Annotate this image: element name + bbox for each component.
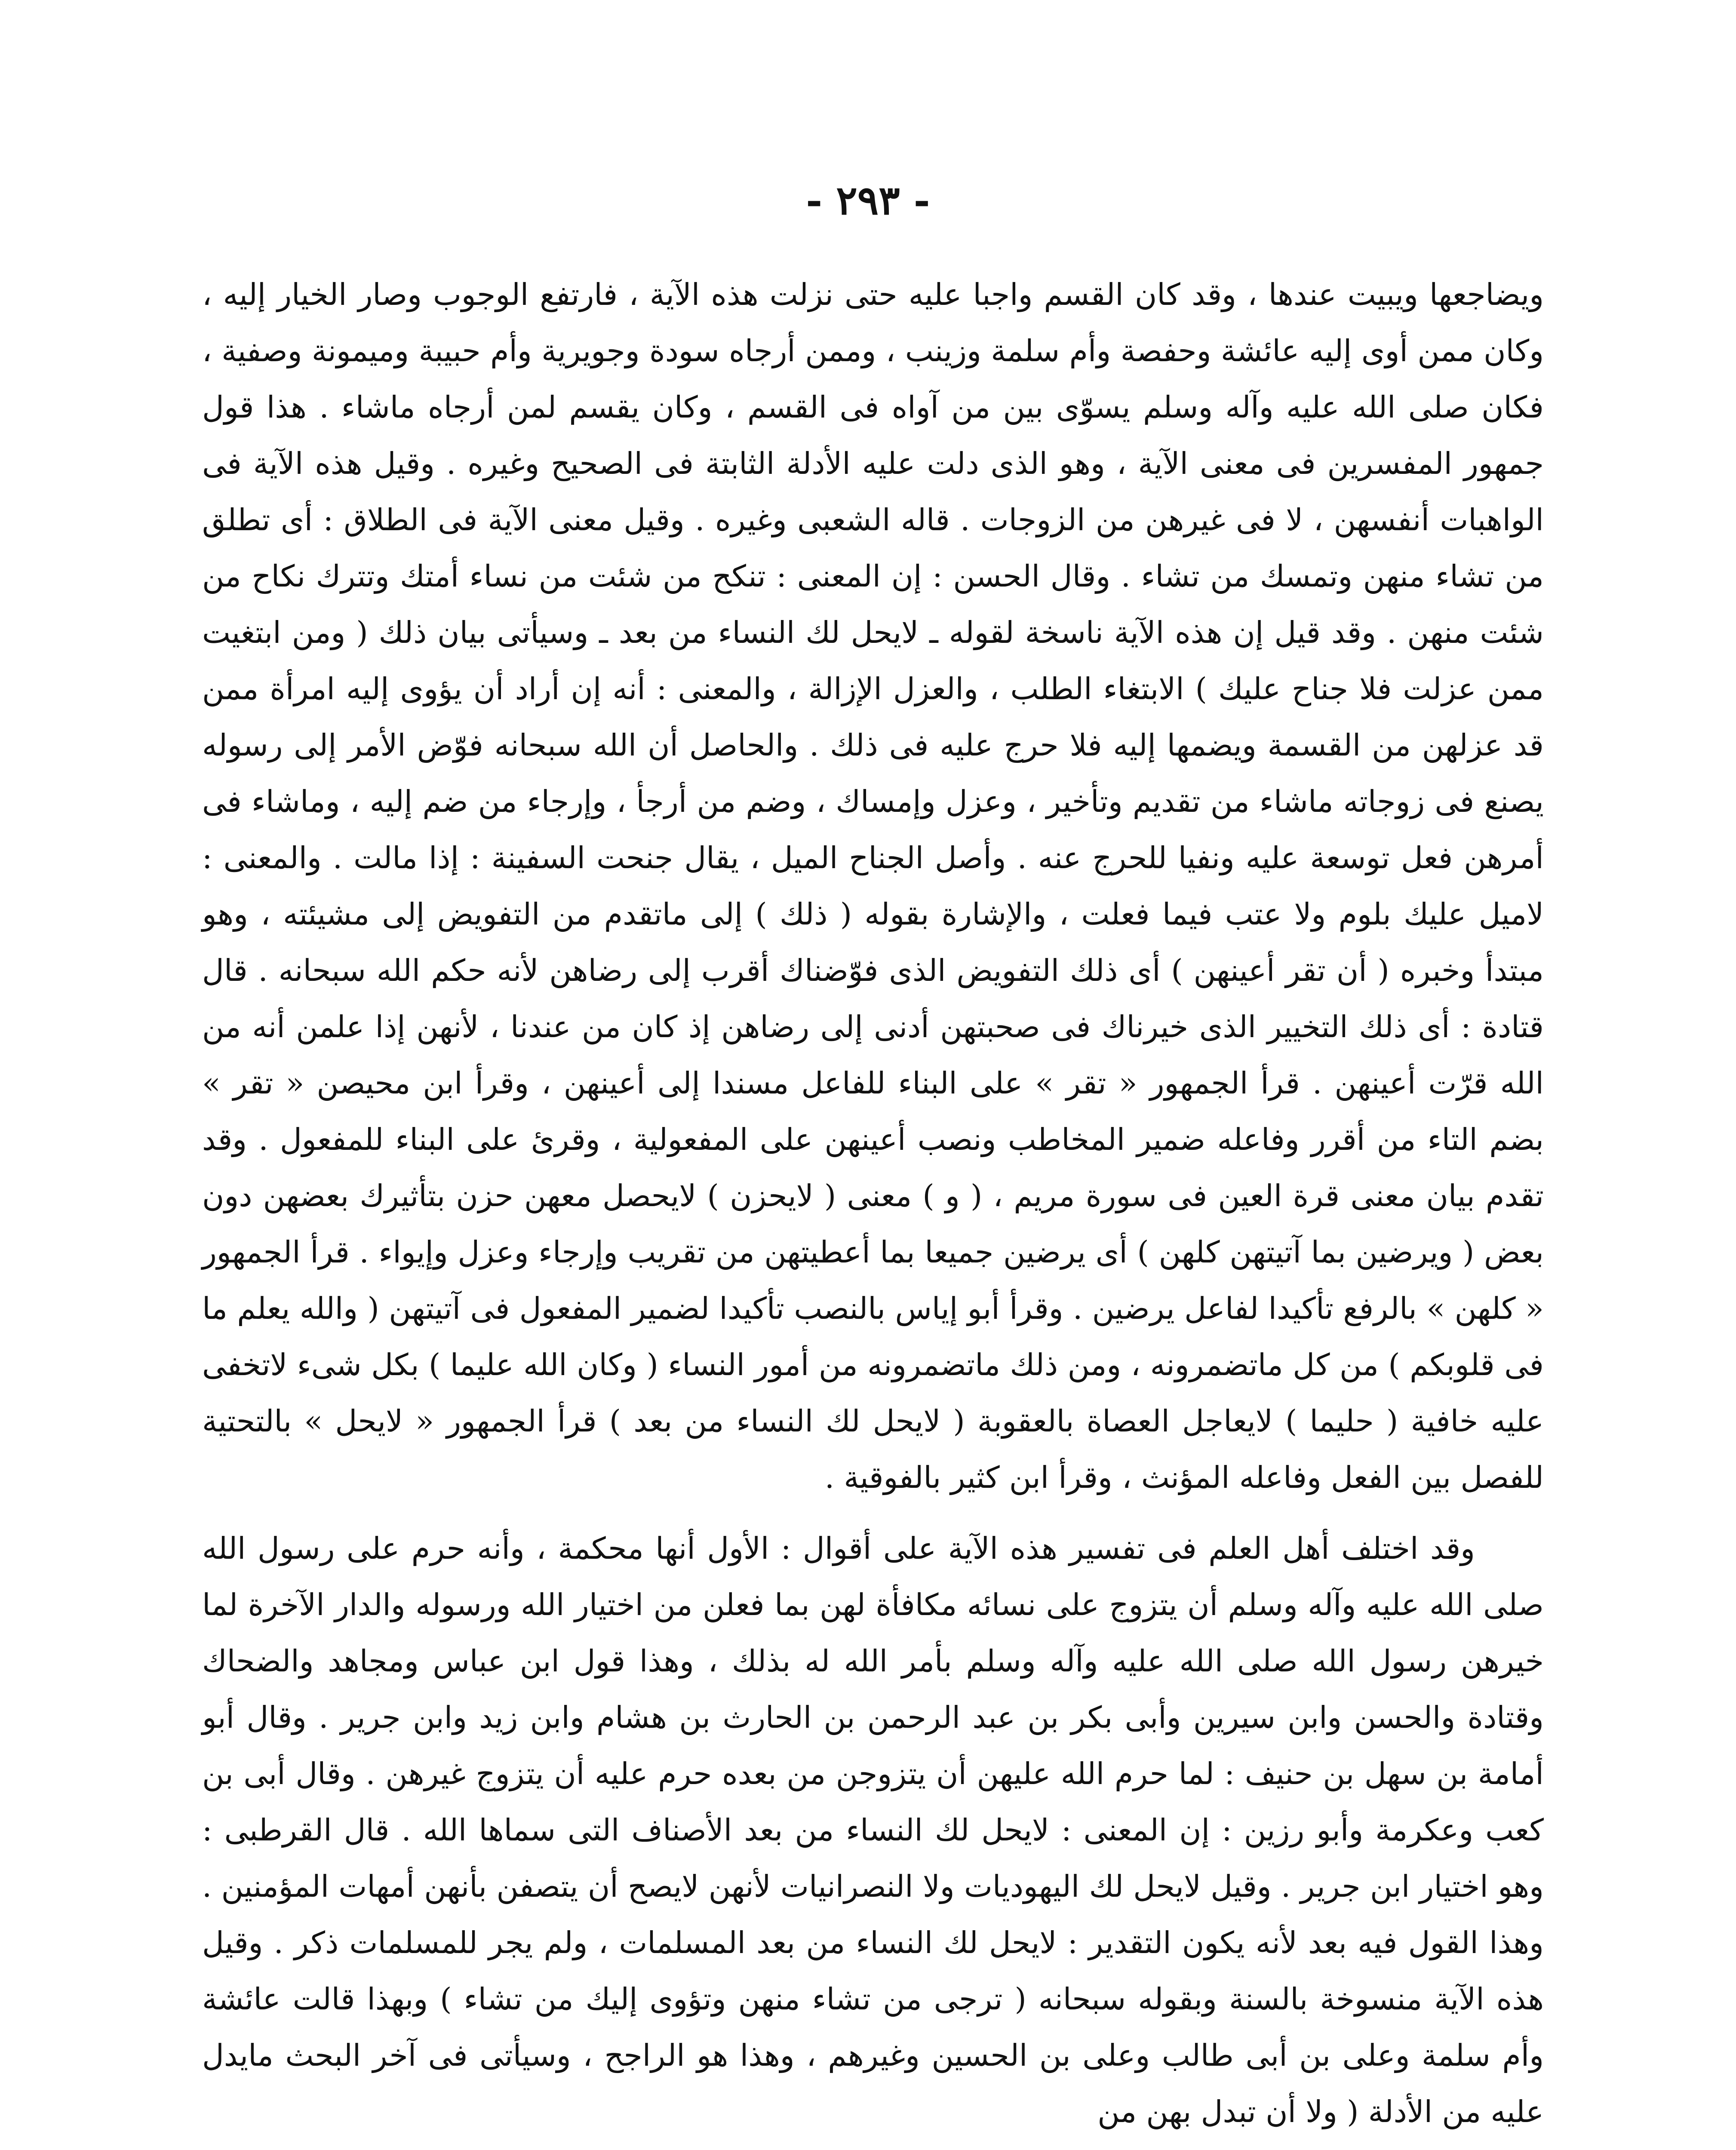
paragraph-2: وقد اختلف أهل العلم فى تفسير هذه الآية على أقوال : الأول أنها محكمة ، وأنه حرم على رسول الله صلى الله عليه وآله وسلم أن يتزوج على نسائه مكافأة لهن بما فعلن من اختيار الله ورسوله والدار الآخرة لما خيرهن رسول الله صلى الله عليه وآله وسلم بأمر الله له بذلك ، وهذا قول ابن عباس ومجاهد والضحاك وقتادة والحسن وابن سيرين وأبى بكر بن عبد الرحمن بن الحارث بن هشام وابن زيد وابن جرير . وقال أبو أمامة بن سهل بن حنيف : لما حرم الله عليهن أن يتزوجن من بعده حرم عليه أن يتزوج غيرهن . وقال أبى بن كعب وعكرمة وأبو رزين : إن المعنى : لايحل لك النساء من بعد الأصناف التى سماها الله . قال القرطبى : وهو اختيار ابن جرير . وقيل لايحل لك اليهوديات ولا النصرانيات لأنهن لايصح أن يتصفن بأنهن أمهات المؤمنين . وهذا القول فيه بعد لأنه يكون التقدير : لايحل لك النساء من بعد المسلمات ، ولم يجر للمسلمات ذكر . وقيل هذه الآية منسوخة بالسنة وبقوله سبحانه ( ترجى من تشاء منهن وتؤوى إليك من تشاء ) وبهذا قالت عائشة وأم سلمة وعلى بن أبى طالب وعلى بن الحسين وغيرهم ، وهذا هو الراجح ، وسيأتى فى آخر البحث مايدل عليه من الأدلة ( ولا أن تبدل بهن من <box>202 1531 1544 2129</box>
body-text <box>202 267 1544 2140</box>
paragraph-1: ويضاجعها ويبيت عندها ، وقد كان القسم واجبا عليه حتى نزلت هذه الآية ، فارتفع الوجوب وصار الخيار إليه ، وكان ممن أوى إليه عائشة وحفصة وأم سلمة وزينب ، وممن أرجاه سودة وجويرية وأم حبيبة وميمونة وصفية ، فكان صلى الله عليه وآله وسلم يسوّى بين من آواه فى القسم ، وكان يقسم لمن أرجاه ماشاء . هذا قول جمهور المفسرين فى معنى الآية ، وهو الذى دلت عليه الأدلة الثابتة فى الصحيح وغيره . وقيل هذه الآية فى الواهبات أنفسهن ، لا فى غيرهن من الزوجات . قاله الشعبى وغيره . وقيل معنى الآية فى الطلاق : أى تطلق من تشاء منهن وتمسك من تشاء . وقال الحسن : إن المعنى : تنكح من شئت من نساء أمتك وتترك نكاح من شئت منهن . وقد قيل إن هذه الآية ناسخة لقوله ـ لايحل لك النساء من بعد ـ وسيأتى بيان ذلك ( ومن ابتغيت ممن عزلت فلا جناح عليك ) الابتغاء الطلب ، والعزل الإزالة ، والمعنى : أنه إن أراد أن يؤوى إليه امرأة ممن قد عزلهن من القسمة ويضمها إليه فلا حرج عليه فى ذلك . والحاصل أن الله سبحانه فوّض الأمر إلى رسوله يصنع فى زوجاته ماشاء من تقديم وتأخير ، وعزل وإمساك ، وضم من أرجأ ، وإرجاء من ضم إليه ، وماشاء فى أمرهن فعل توسعة عليه ونفيا للحرج عنه . وأصل الجناح الميل ، يقال جنحت السفينة : إذا مالت . والمعنى : لاميل عليك بلوم ولا عتب فيما فعلت ، والإشارة بقوله ( ذلك ) إلى ماتقدم من التفويض إلى مشيئته ، وهو مبتدأ وخبره ( أن تقر أعينهن ) أى ذلك التفويض الذى فوّضناك أقرب إلى رضاهن لأنه حكم الله سبحانه . قال قتادة : أى ذلك التخيير الذى خيرناك فى صحبتهن أدنى إلى رضاهن إذ كان من عندنا ، لأنهن إذا علمن أنه من الله قرّت أعينهن . قرأ الجمهور « تقر » على البناء للفاعل مسندا إلى أعينهن ، وقرأ ابن محيصن « تقر » بضم التاء من أقرر وفاعله ضمير المخاطب ونصب أعينهن على المفعولية ، وقرئ على البناء للمفعول . وقد تقدم بيان معنى قرة العين فى سورة مريم ، ( و ) معنى ( لايحزن ) لايحصل معهن حزن بتأثيرك بعضهن دون بعض ( ويرضين بما آتيتهن كلهن ) أى يرضين جميعا بما أعطيتهن من تقريب وإرجاء وعزل وإيواء . قرأ الجمهور « كلهن » بالرفع تأكيدا لفاعل يرضين . وقرأ أبو إياس بالنصب تأكيدا لضمير المفعول فى آتيتهن ( والله يعلم ما فى قلوبكم ) من كل ماتضمرونه ، ومن ذلك ماتضمرونه من أمور النساء ( وكان الله عليما ) بكل شىء لاتخفى عليه خافية ( حليما ) لايعاجل العصاة بالعقوبة ( لايحل لك النساء من بعد ) قرأ الجمهور « لايحل » بالتحتية للفصل بين الفعل وفاعله المؤنث ، وقرأ ابن كثير بالفوقية . <box>202 277 1544 1495</box>
page-number: - ٢٩٣ - <box>806 177 930 224</box>
